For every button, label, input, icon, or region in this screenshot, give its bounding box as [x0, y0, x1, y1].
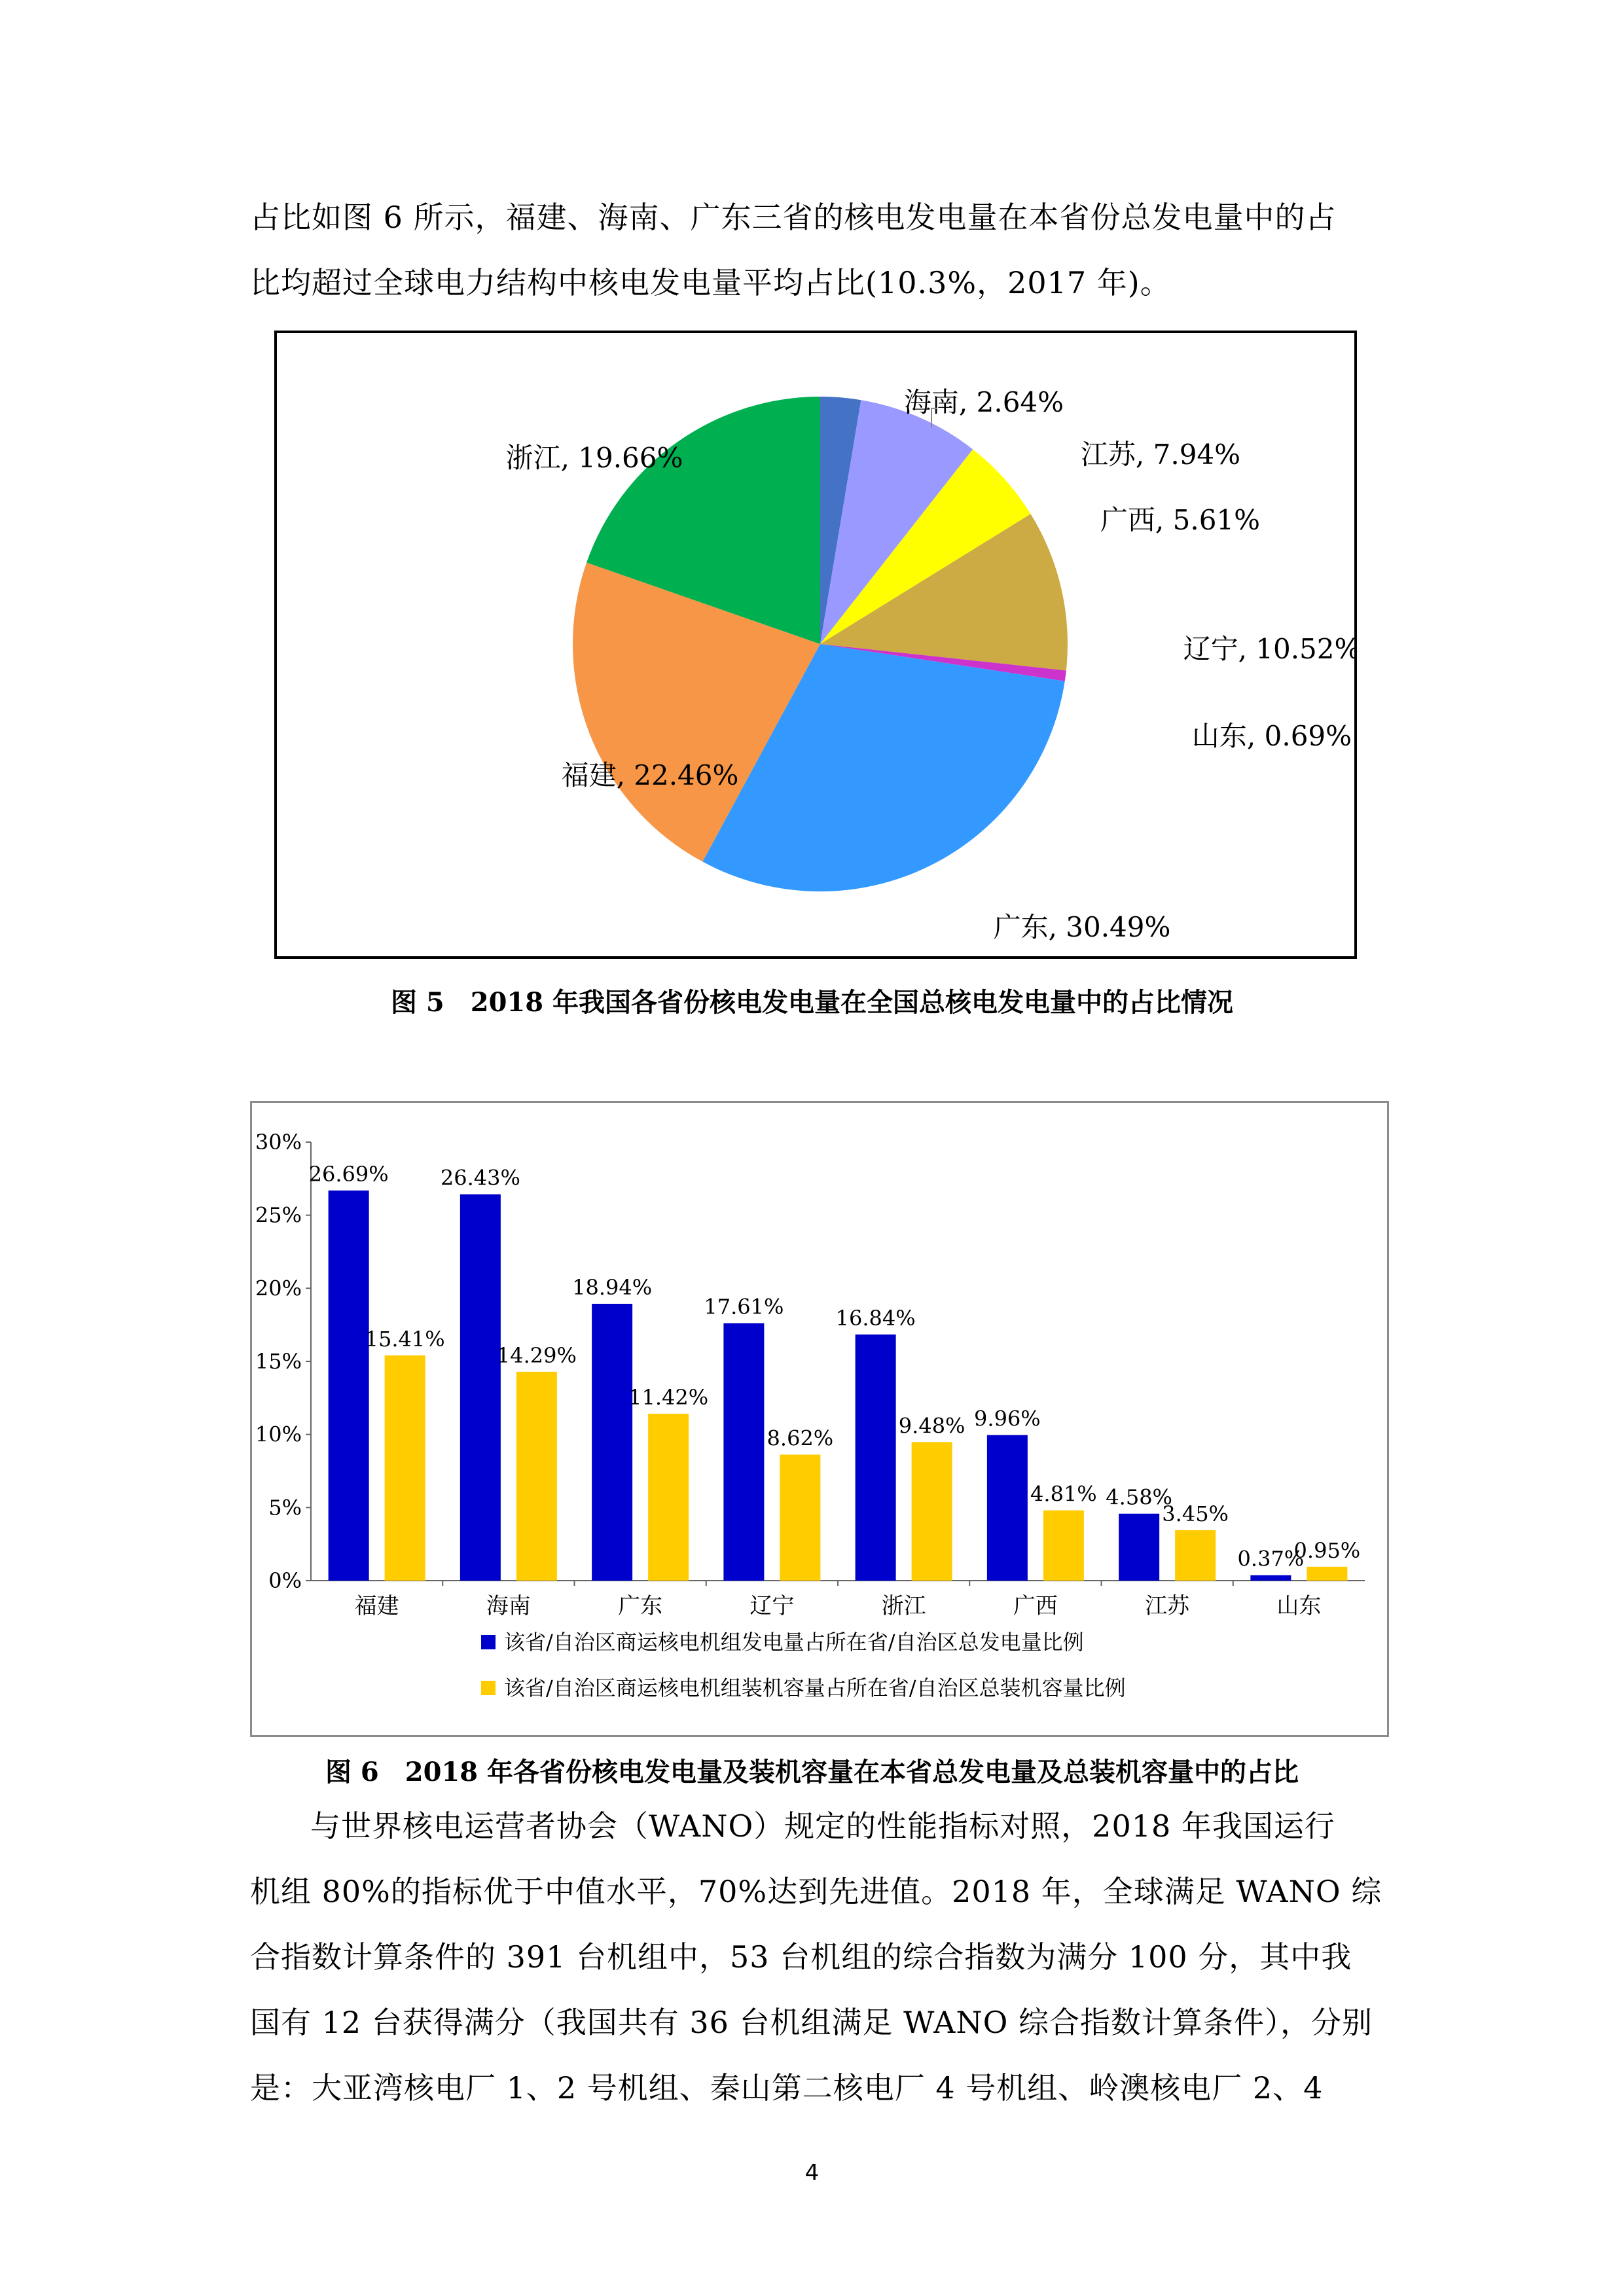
body-line-5: 是：大亚湾核电厂 1、2 号机组、秦山第二核电厂 4 号机组、岭澳核电厂 2、4: [250, 2070, 1324, 2106]
bar-label-s1-7: 4.58%: [1106, 1484, 1172, 1510]
pie-label-3: 广西, 5.61%: [1100, 504, 1261, 536]
bar-label-s1-4: 17.61%: [704, 1294, 784, 1319]
pie-label-7: 福建, 22.46%: [561, 759, 739, 791]
bar-s2-4: [780, 1454, 820, 1581]
bar-label-s2-8: 0.95%: [1293, 1537, 1361, 1563]
pie-label-2: 江苏, 7.94%: [1080, 439, 1241, 471]
bar-chart-frame: [250, 1101, 1389, 1737]
bar-label-s1-1: 26.69%: [308, 1161, 389, 1187]
page-number: 4: [804, 2160, 820, 2186]
y-tick-label: 25%: [255, 1202, 302, 1228]
bar-label-s1-6: 9.96%: [974, 1406, 1041, 1431]
bar-label-s2-4: 8.62%: [767, 1426, 834, 1451]
legend-label-2: 该省/自治区商运核电机组装机容量占所在省/自治区总装机容量比例: [504, 1676, 1126, 1700]
legend-label-1: 该省/自治区商运核电机组发电量占所在省/自治区总发电量比例: [504, 1630, 1084, 1655]
x-tick-label: 山东: [1276, 1593, 1322, 1619]
bar-s1-2: [460, 1194, 501, 1581]
x-tick-label: 广西: [1013, 1593, 1058, 1619]
bar-label-s1-8: 0.37%: [1237, 1546, 1305, 1571]
x-tick-label: 福建: [354, 1593, 399, 1619]
figure6-caption: 图 6 2018 年各省份核电发电量及装机容量在本省总发电量及总装机容量中的占比: [325, 1757, 1299, 1787]
intro-line-1: 占比如图 6 所示，福建、海南、广东三省的核电发电量在本省份总发电量中的占: [250, 200, 1337, 235]
legend-swatch-1: [481, 1635, 496, 1649]
bar-s2-2: [516, 1372, 557, 1581]
body-line-1: 与世界核电运营者协会（WANO）规定的性能指标对照，2018 年我国运行: [310, 1808, 1335, 1844]
pie-label-4: 辽宁, 10.52%: [1183, 633, 1354, 665]
y-tick-label: 30%: [255, 1130, 302, 1155]
y-tick-label: 0%: [268, 1568, 302, 1593]
y-tick-label: 5%: [268, 1495, 302, 1520]
bar-s1-1: [329, 1191, 369, 1581]
x-tick-label: 辽宁: [749, 1593, 795, 1619]
x-tick-label: 广东: [618, 1593, 663, 1619]
y-tick-label: 20%: [255, 1276, 302, 1301]
bar-s1-5: [856, 1335, 896, 1581]
bar-chart: [252, 1103, 1387, 1735]
figure5-caption: 图 5 2018 年我国各省份核电发电量在全国总核电发电量中的占比情况: [390, 987, 1233, 1018]
bar-s1-8: [1250, 1575, 1291, 1581]
body-line-2: 机组 80%的指标优于中值水平，70%达到先进值。2018 年，全球满足 WANO 综: [250, 1874, 1382, 1909]
bar-s2-7: [1175, 1530, 1216, 1581]
bar-label-s2-6: 4.81%: [1030, 1481, 1097, 1507]
bar-s2-5: [912, 1442, 952, 1581]
x-tick-label: 江苏: [1145, 1593, 1190, 1619]
pie-label-5: 山东, 0.69%: [1191, 720, 1352, 752]
bar-s2-1: [385, 1355, 425, 1581]
bar-s1-4: [723, 1323, 764, 1581]
bar-label-s2-7: 3.45%: [1162, 1501, 1229, 1526]
bar-s1-3: [592, 1304, 632, 1581]
body-line-3: 合指数计算条件的 391 台机组中，53 台机组的综合指数为满分 100 分，其中我: [250, 1939, 1352, 1975]
pie-label-1: 海南, 2.64%: [903, 386, 1064, 418]
pie-chart: [277, 333, 1354, 956]
y-tick-label: 10%: [255, 1422, 302, 1447]
x-tick-label: 海南: [486, 1593, 531, 1619]
y-tick-label: 15%: [255, 1349, 302, 1374]
bar-label-s2-2: 14.29%: [496, 1342, 577, 1368]
bar-label-s1-5: 16.84%: [835, 1305, 916, 1331]
x-tick-label: 浙江: [881, 1593, 926, 1619]
body-line-4: 国有 12 台获得满分（我国共有 36 台机组满足 WANO 综合指数计算条件），分别: [250, 2005, 1373, 2040]
bar-s1-6: [987, 1435, 1028, 1581]
bar-s2-3: [648, 1414, 689, 1581]
legend-swatch-2: [481, 1681, 496, 1695]
bar-s2-6: [1043, 1511, 1084, 1581]
pie-label-8: 浙江, 19.66%: [505, 442, 683, 474]
intro-line-2: 比均超过全球电力结构中核电发电量平均占比(10.3%，2017 年)。: [250, 265, 1171, 300]
bar-s2-8: [1307, 1567, 1347, 1581]
bar-label-s2-3: 11.42%: [628, 1384, 709, 1410]
pie-label-6: 广东, 30.49%: [993, 911, 1171, 943]
bar-label-s1-2: 26.43%: [440, 1165, 520, 1191]
bar-s1-7: [1119, 1514, 1159, 1581]
bar-label-s1-3: 18.94%: [572, 1275, 653, 1300]
bar-label-s2-5: 9.48%: [898, 1413, 965, 1439]
bar-label-s2-1: 15.41%: [365, 1326, 445, 1352]
pie-chart-frame: [274, 331, 1357, 959]
